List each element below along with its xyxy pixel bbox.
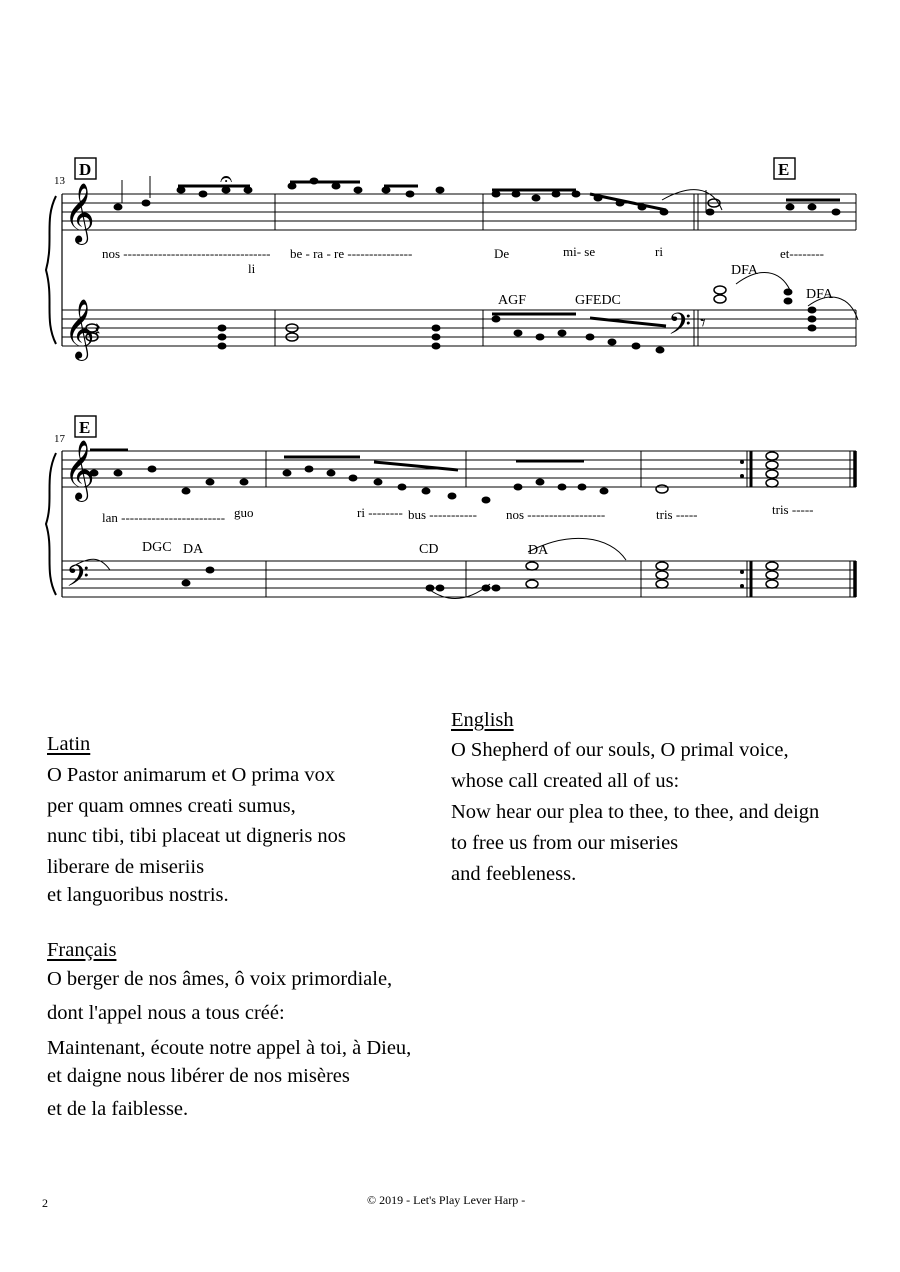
measure-number: 17 — [54, 433, 65, 445]
rehearsal-mark-E: E — [778, 160, 790, 179]
chord-label: GFEDC — [575, 293, 621, 308]
rest-icon: 𝄽 — [94, 318, 101, 343]
lyric: mi- se — [563, 244, 596, 259]
french-heading: Français — [47, 939, 117, 961]
lyric: nos ---------------------------------- — [102, 246, 271, 261]
page-number: 2 — [42, 1196, 48, 1210]
english-line: whose call created all of us: — [451, 770, 680, 792]
french-line: Maintenant, écoute notre appel à toi, à Dieu, — [47, 1037, 412, 1059]
treble-clef-icon: 𝄞 — [64, 185, 95, 242]
staff-lines-system2-treble — [62, 451, 856, 487]
rehearsal-mark-D: D — [79, 160, 92, 179]
chord-label: DA — [183, 542, 204, 557]
english-line: to free us from our miseries — [451, 832, 679, 854]
chord-label: AGF — [498, 293, 527, 308]
lyric: be - ra - re --------------- — [290, 246, 413, 261]
french-line: et de la faiblesse. — [47, 1098, 189, 1120]
french-line: et daigne nous libérer de nos misères — [47, 1065, 350, 1087]
treble-clef-icon: 𝄞 — [64, 442, 95, 499]
lyric: li — [248, 261, 256, 276]
latin-line: et languoribus nostris. — [47, 884, 229, 906]
staff-lines-system1-bass — [62, 310, 856, 346]
rehearsal-mark-E: E — [79, 418, 91, 437]
english-line: Now hear our plea to thee, to thee, and deign — [451, 801, 820, 823]
latin-line: nunc tibi, tibi placeat ut digneris nos — [47, 825, 346, 847]
staff-lines-system2-bass — [62, 561, 856, 597]
lyric: lan ------------------------ — [102, 510, 226, 525]
french-line: dont l'appel nous a tous créé: — [47, 1002, 285, 1024]
bass-clef-icon: 𝄢 — [66, 560, 90, 600]
copyright-notice: © 2019 - Let's Play Lever Harp - — [367, 1193, 526, 1207]
latin-line: liberare de miseriis — [47, 856, 205, 878]
english-line: O Shepherd of our souls, O primal voice, — [451, 739, 789, 761]
staff-lines-system1-treble — [62, 194, 856, 230]
chord-label: DA — [528, 543, 549, 558]
chord-label: DGC — [142, 540, 172, 555]
lyric: De — [494, 246, 510, 261]
measure-number: 13 — [54, 175, 65, 187]
treble-clef-icon: 𝄞 — [64, 301, 95, 358]
lyric: ri — [655, 244, 663, 259]
chord-label: CD — [419, 542, 439, 557]
lyric: ri -------- — [357, 505, 403, 520]
fermata-icon: 𝄐 — [220, 166, 233, 191]
latin-line: O Pastor animarum et O prima vox — [47, 764, 336, 786]
lyric: tris ----- — [772, 502, 814, 517]
bass-clef-icon: 𝄢 — [668, 308, 692, 348]
lyric: tris ----- — [656, 507, 698, 522]
lyric: et-------- — [780, 246, 825, 261]
latin-heading: Latin — [47, 733, 91, 755]
rest-icon: 𝄾 — [700, 310, 706, 335]
chord-label: DFA — [731, 263, 758, 278]
chord-label: DFA — [806, 287, 833, 302]
english-line: and feebleness. — [451, 863, 577, 885]
lyric: nos ------------------ — [506, 507, 606, 522]
lyric: bus ----------- — [408, 507, 477, 522]
french-line: O berger de nos âmes, ô voix primordiale, — [47, 968, 393, 990]
lyric: guo — [234, 505, 254, 520]
english-heading: English — [451, 709, 514, 731]
latin-line: per quam omnes creati sumus, — [47, 795, 296, 817]
